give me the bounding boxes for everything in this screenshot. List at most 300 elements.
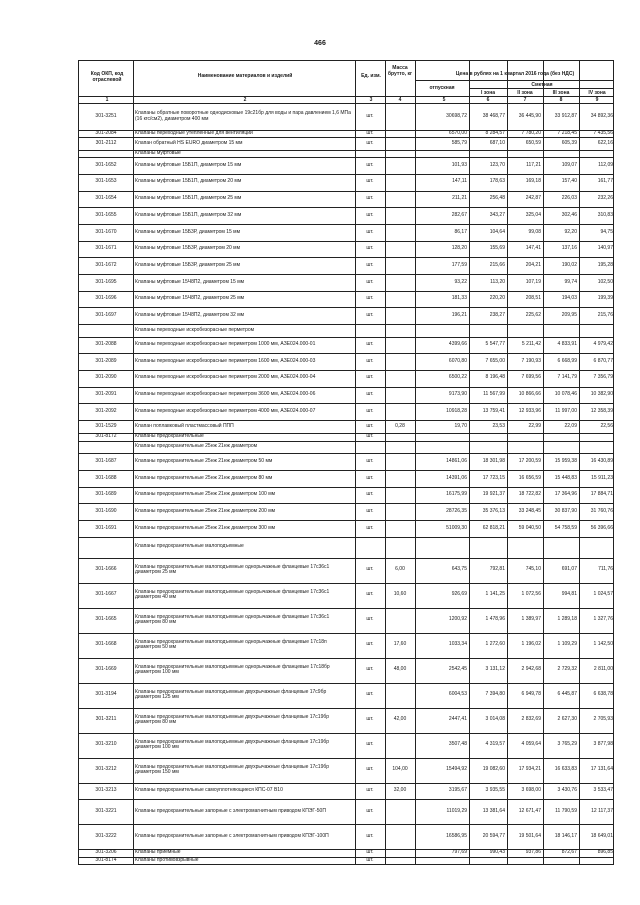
mass (387, 520, 413, 537)
price-zone-4: 17 884,71 (590, 491, 613, 498)
price-zone-4 (581, 537, 615, 558)
table-row (79, 403, 615, 420)
table-row (79, 174, 615, 191)
mass (387, 157, 413, 174)
price-zone-1: 123,70 (489, 161, 505, 168)
price-zone-3: 3 430,76 (557, 787, 577, 794)
item-name: Клапан поплавковый пластмассовый ППП (135, 422, 234, 429)
price-wholesale: 643,75 (451, 566, 467, 573)
price-zone-4: 7 356,79 (593, 374, 613, 381)
price-zone-1: 17 723,15 (482, 474, 505, 481)
mass (387, 857, 413, 864)
item-name: Клапаны предохранительные малоподъемные (135, 543, 244, 550)
price-zone-1: 990,43 (489, 849, 505, 856)
item-name: Клапаны предохранительные 25нж 21нж диаметром 200 мм (135, 507, 276, 514)
item-name: Клапаны муфтовые 15Б1П, диаметром 25 мм (135, 195, 242, 202)
price-zone-1: 687,10 (489, 139, 505, 146)
price-zone-1: 8 196,48 (485, 374, 505, 381)
price-zone-3: 2 729,32 (557, 666, 577, 673)
unit: шт. (366, 433, 374, 440)
price-zone-4: 7 435,56 (593, 130, 613, 136)
price-zone-1: 7 655,00 (485, 357, 505, 364)
okp-code: 301-3194 (95, 691, 117, 698)
table-row (79, 257, 615, 274)
price-wholesale: 3195,67 (448, 787, 467, 794)
price-zone-2: 204,21 (525, 261, 541, 268)
table-row (79, 824, 615, 849)
item-name: Клапаны муфтовые 15Б1П, диаметром 15 мм (135, 161, 242, 168)
price-zone-2: 1 389,97 (521, 616, 541, 623)
price-wholesale: 14861,06 (446, 457, 467, 464)
item-name: Клапаны предохранительные малоподъемные двухрычажные фланцевые 17с9бр диаметром 125 мм (135, 688, 327, 701)
price-wholesale: 15494,92 (446, 766, 467, 773)
price-zone-4: 1 024,57 (593, 591, 613, 598)
col-num-8: 8 (559, 97, 563, 103)
table-row (79, 470, 615, 487)
price-zone-1: 3 131,12 (485, 666, 505, 673)
price-zone-2: 1 196,02 (521, 641, 541, 648)
item-name: Клапаны переходные искробезорасные периметром 4000 мм, АЗЕ024.000-07 (135, 407, 316, 414)
price-wholesale: 585,79 (451, 139, 467, 146)
item-name: Клапаны предохранительные малоподъемные однорычажные фланцевые 17с18п диаметром 50 мм (135, 638, 327, 651)
price-wholesale: 4399,66 (448, 341, 467, 348)
price-zone-4: 12 117,37 (591, 808, 613, 815)
price-zone-1: 1 478,96 (485, 616, 505, 623)
price-zone-4: 94,75 (600, 228, 613, 235)
price-zone-3: 22,09 (564, 422, 577, 429)
price-zone-4: 6 638,78 (593, 691, 613, 698)
price-zone-1: 220,20 (489, 295, 505, 302)
mass (387, 150, 413, 157)
item-name: Клапаны муфтовые 15Б3Р, диаметром 15 мм (135, 228, 241, 235)
price-wholesale: 51009,30 (446, 524, 467, 531)
okp-code: 301-2084 (95, 130, 117, 136)
price-wholesale: 926,69 (451, 591, 467, 598)
mass (387, 337, 413, 354)
mass (387, 849, 413, 856)
mass (387, 291, 413, 308)
unit: шт. (366, 591, 374, 598)
item-name: Клапаны предохранительные самоуплотняющиеся КПС-07 В10 (135, 787, 283, 794)
mass (387, 137, 413, 150)
price-zone-4: 18 649,01 (590, 833, 613, 840)
unit: шт. (366, 195, 374, 202)
price-zone-4 (581, 324, 615, 337)
table-row (79, 157, 615, 174)
price-zone-2: 2 832,69 (521, 716, 541, 723)
table-row (79, 224, 615, 241)
price-zone-3 (545, 324, 579, 337)
mass (387, 683, 413, 708)
item-name: Клапаны муфтовые 15Б1П, диаметром 20 мм (135, 178, 242, 185)
price-zone-3: 157,40 (561, 178, 577, 185)
table-row (79, 783, 615, 800)
mass (387, 453, 413, 470)
item-name: Клапаны муфтовые 15Б3Р, диаметром 25 мм (135, 261, 241, 268)
price-zone-1: 4 319,57 (485, 741, 505, 748)
price-zone-4: 6 870,77 (593, 357, 613, 364)
price-zone-3: 11 790,59 (555, 808, 577, 815)
okp-code: 301-1695 (95, 278, 117, 285)
okp-code: 301-2092 (95, 407, 117, 414)
okp-code: 301-3251 (95, 112, 117, 119)
unit: шт. (366, 357, 374, 364)
price-zone-3: 1 289,18 (557, 616, 577, 623)
price-wholesale: 6004,53 (448, 691, 467, 698)
table-row (79, 207, 615, 224)
unit: шт. (366, 311, 374, 318)
mass (387, 608, 413, 633)
mass (387, 257, 413, 274)
price-zone-4: 2 705,93 (593, 716, 613, 723)
price-zone-4: 140,97 (597, 245, 613, 252)
unit: шт. (366, 457, 374, 464)
price-zone-1: 35 376,13 (482, 507, 505, 514)
mass: 32,00 (393, 787, 407, 794)
price-zone-2: 12 671,47 (518, 808, 541, 815)
okp-code: 301-1689 (95, 491, 117, 498)
okp-code: 301-2088 (95, 341, 117, 348)
price-zone-3: 6 668,99 (557, 357, 577, 364)
okp-code: 301-1652 (95, 161, 117, 168)
price-zone-1 (471, 441, 507, 454)
price-zone-4: 102,50 (597, 278, 613, 285)
price-zone-4: 16 430,89 (590, 457, 613, 464)
unit: шт. (366, 422, 374, 429)
unit: шт. (366, 295, 374, 302)
price-wholesale: 10918,28 (446, 407, 467, 414)
price-zone-3: 691,07 (561, 566, 577, 573)
table-row (79, 274, 615, 291)
unit: шт. (366, 833, 374, 840)
price-wholesale: 14391,06 (446, 474, 467, 481)
table-row (79, 558, 615, 583)
price-zone-4: 896,85 (597, 849, 613, 856)
price-zone-2: 10 866,66 (518, 391, 541, 398)
unit: шт. (366, 856, 374, 863)
header-zone-1: I зона (481, 90, 495, 96)
price-zone-1: 178,63 (489, 178, 505, 185)
price-wholesale: 16175,99 (446, 491, 467, 498)
price-zone-1: 238,27 (489, 311, 505, 318)
table-row (79, 370, 615, 387)
header-mass: Масса брутто, кг (387, 65, 413, 77)
unit: шт. (366, 787, 374, 794)
price-zone-2: 242,87 (525, 195, 541, 202)
table-row (79, 137, 615, 150)
mass (387, 470, 413, 487)
table-row (79, 337, 615, 354)
price-zone-2: 22,99 (528, 422, 541, 429)
table-row (79, 387, 615, 404)
unit: шт. (366, 112, 374, 119)
table-row (79, 441, 615, 454)
okp-code: 301-3213 (95, 787, 117, 794)
price-zone-4: 10 382,90 (590, 391, 613, 398)
col-num-1: 1 (105, 97, 109, 103)
okp-code: 301-1691 (95, 524, 117, 531)
item-name: Клапаны предохранительные малоподъемные двухрычажные фланцевые 17с19бр диаметром 80 мм (135, 713, 330, 726)
okp-code: 301-1655 (95, 211, 117, 218)
unit: шт. (366, 566, 374, 573)
okp-code: 301-2090 (95, 374, 117, 381)
okp-code: 301-1529 (95, 422, 117, 429)
table-row (79, 130, 615, 137)
price-zone-1: 3 014,08 (485, 716, 505, 723)
okp-code (81, 537, 131, 558)
okp-code: 301-3222 (95, 833, 117, 840)
unit: шт. (366, 849, 374, 856)
table-row (79, 733, 615, 758)
price-zone-2 (509, 857, 543, 864)
price-wholesale (417, 433, 469, 440)
price-zone-1: 20 594,77 (482, 833, 505, 840)
unit: шт. (366, 211, 374, 218)
price-zone-1: 7 394,80 (485, 691, 505, 698)
item-name: Клапаны предохранительные запорные с электромагнитным приводом КПЭГ-100П (135, 833, 329, 840)
price-zone-3: 99,74 (564, 278, 577, 285)
okp-code: 301-2091 (95, 391, 117, 398)
price-zone-4: 161,77 (597, 178, 613, 185)
mass (387, 191, 413, 208)
price-zone-2: 225,62 (525, 311, 541, 318)
table-row (79, 758, 615, 783)
price-zone-3: 226,03 (561, 195, 577, 202)
price-zone-3 (545, 857, 579, 864)
mass (387, 799, 413, 824)
price-zone-4: 622,16 (597, 139, 613, 146)
table-row (79, 420, 615, 434)
price-zone-2: 12 933,96 (518, 407, 541, 414)
okp-code: 301-1670 (95, 228, 117, 235)
price-zone-3: 302,46 (561, 211, 577, 218)
price-zone-3: 109,07 (561, 161, 577, 168)
page-number: 466 (314, 40, 326, 47)
okp-code: 301-2089 (95, 357, 117, 364)
okp-code (81, 324, 131, 337)
price-zone-1: 1 141,25 (485, 591, 505, 598)
price-zone-1 (471, 857, 507, 864)
unit: шт. (366, 491, 374, 498)
price-zone-4: 4 979,42 (593, 341, 613, 348)
table-row (79, 324, 615, 337)
table-row (79, 353, 615, 370)
item-name: Клапаны муфтовые 15Б3Р, диаметром 20 мм (135, 245, 241, 252)
price-zone-4: 2 811,00 (593, 666, 613, 673)
table-row (79, 583, 615, 608)
price-zone-4: 711,76 (598, 566, 613, 573)
price-zone-3 (545, 537, 579, 558)
price-wholesale: 147,11 (452, 178, 467, 185)
price-wholesale (417, 441, 469, 454)
price-zone-3 (545, 433, 579, 440)
unit: шт. (366, 507, 374, 514)
unit (357, 537, 383, 558)
mass (387, 307, 413, 324)
unit: шт. (366, 228, 374, 235)
price-zone-1: 11 567,99 (483, 391, 505, 398)
mass: 6,00 (395, 566, 405, 573)
price-zone-2: 7 699,56 (521, 374, 541, 381)
okp-code: 301-1688 (95, 474, 117, 481)
price-zone-1: 215,66 (489, 261, 505, 268)
price-zone-4: 3 877,98 (593, 741, 613, 748)
table-row (79, 658, 615, 683)
okp-code: 301-1690 (95, 507, 117, 514)
item-name: Клапаны приемные (135, 849, 181, 856)
okp-code: 301-1665 (95, 616, 117, 623)
price-zone-3: 11 997,00 (555, 407, 577, 414)
price-zone-2: 147,41 (525, 245, 541, 252)
item-name: Клапаны переходные искробезорасные периметром 2000 мм, АЗЕ024.000-04 (135, 374, 316, 381)
price-zone-2: 208,51 (525, 295, 541, 302)
mass (387, 441, 413, 454)
table-row (79, 103, 615, 130)
price-zone-1: 19 921,37 (482, 491, 505, 498)
unit: шт. (366, 616, 374, 623)
okp-code: 301-3212 (95, 766, 117, 773)
price-zone-4: 12 358,39 (590, 407, 613, 414)
okp-code: 301-3210 (95, 741, 117, 748)
item-name: Клапаны предохранительные 25нж 21нж диаметром 80 мм (135, 474, 273, 481)
header-code: Код ОКП, код отраслевой (90, 71, 124, 83)
price-zone-2: 17 200,59 (518, 457, 541, 464)
header-name: Наименование материалов и изделий (197, 73, 293, 79)
col-num-3: 3 (369, 97, 373, 103)
price-zone-4: 15 911,23 (591, 474, 613, 481)
item-name: Клапаны муфтовые 15Б1П, диаметром 32 мм (135, 211, 242, 218)
mass (387, 224, 413, 241)
item-name: Клапаны предохранительные малоподъемные двухрычажные фланцевые 17с19бр диаметром 100 мм (135, 738, 330, 751)
price-zone-2: 7 190,93 (521, 357, 541, 364)
unit: шт. (366, 130, 374, 136)
okp-code: 301-3206 (95, 849, 117, 856)
price-wholesale: 16586,95 (446, 833, 467, 840)
price-zone-3: 6 445,87 (557, 691, 577, 698)
price-zone-3: 209,95 (561, 311, 577, 318)
price-zone-4 (581, 857, 615, 864)
price-zone-1 (471, 433, 507, 440)
item-name: Клапаны предохранительные 25нж 21нж диаметром 100 мм (135, 491, 276, 498)
price-wholesale: 9173,90 (448, 391, 467, 398)
okp-code: 301-1696 (95, 295, 117, 302)
okp-code: 301-1666 (95, 566, 117, 573)
price-wholesale: 30698,72 (446, 112, 467, 119)
price-zone-2 (509, 537, 543, 558)
unit: шт. (366, 139, 374, 146)
header-zone-4: IV зона (588, 90, 606, 96)
table-row (79, 608, 615, 633)
price-zone-4: 22,56 (600, 422, 613, 429)
price-wholesale: 196,21 (451, 311, 467, 318)
price-wholesale: 1033,34 (448, 641, 467, 648)
price-wholesale: 181,33 (451, 295, 467, 302)
price-zone-2 (509, 324, 543, 337)
price-zone-1: 18 301,98 (482, 457, 505, 464)
price-zone-4: 1 142,50 (593, 641, 613, 648)
item-name: Клапаны предохранительные малоподъемные однорычажные фланцевые 17с36с1 диаметром 25 мм (135, 563, 330, 575)
price-wholesale: 11019,29 (446, 808, 467, 815)
price-zone-3 (545, 441, 579, 454)
unit: шт. (366, 245, 374, 252)
price-zone-3: 10 078,46 (554, 391, 577, 398)
header-wholesale: отпускная (429, 85, 455, 91)
price-zone-2: 19 501,64 (518, 833, 541, 840)
unit: шт. (366, 641, 374, 648)
price-zone-3: 17 364,96 (554, 491, 577, 498)
price-zone-1: 104,64 (489, 228, 505, 235)
price-zone-3: 15 448,83 (554, 474, 577, 481)
header-price-group: Цена в рублях на 1 квартал 2016 года (без НДС) (455, 71, 575, 77)
table-row (79, 708, 615, 733)
item-name: Клапаны переходные искробезорасные периметром 1000 мм, АЗЕ024.000-01 (135, 341, 316, 348)
price-zone-1 (471, 150, 507, 157)
item-name: Клапаны муфтовые (135, 149, 181, 156)
price-zone-2: 5 211,42 (521, 341, 541, 348)
price-zone-2 (509, 441, 543, 454)
price-zone-2: 99,08 (528, 228, 541, 235)
price-zone-1: 113,20 (490, 278, 505, 285)
price-zone-1: 256,48 (489, 195, 505, 202)
price-zone-4: 31 760,76 (590, 507, 613, 514)
item-name: Клапан обратный HS EURO диаметром 15 мм (135, 139, 243, 146)
mass (387, 353, 413, 370)
price-zone-1 (471, 537, 507, 558)
price-zone-2: 36 445,90 (518, 112, 541, 119)
price-zone-2: 33 248,45 (518, 507, 541, 514)
price-zone-2: 59 040,50 (518, 524, 541, 531)
mass: 17,60 (393, 641, 407, 648)
price-zone-1: 5 547,77 (485, 341, 505, 348)
price-zone-3: 194,03 (561, 295, 577, 302)
col-num-6: 6 (486, 97, 490, 103)
price-zone-3: 30 837,90 (554, 507, 577, 514)
price-zone-2: 169,18 (525, 178, 541, 185)
table-row (79, 453, 615, 470)
item-name: Клапаны муфтовые 15Ч8П2, диаметром 15 мм (135, 278, 245, 285)
price-zone-4: 3 533,47 (593, 787, 613, 794)
unit: шт. (366, 278, 374, 285)
price-wholesale (417, 150, 469, 157)
price-wholesale: 211,21 (452, 195, 467, 202)
unit: шт. (366, 178, 374, 185)
price-zone-4: 34 892,36 (590, 112, 613, 119)
price-zone-3: 1 109,29 (557, 641, 577, 648)
price-zone-4: 112,09 (598, 161, 613, 168)
price-zone-1: 38 468,77 (482, 112, 505, 119)
unit: шт. (366, 474, 374, 481)
item-name: Клапаны предохранительные 25нж 21нж диаметром (135, 443, 258, 450)
price-zone-2: 937,86 (525, 849, 541, 856)
okp-code: 301-1667 (95, 591, 117, 598)
price-zone-4: 56 396,66 (590, 524, 613, 531)
item-name: Клапаны предохранительные 25нж 21нж диаметром 300 мм (135, 524, 276, 531)
price-zone-2 (509, 433, 543, 440)
price-wholesale: 6070,80 (448, 357, 467, 364)
item-name: Клапаны переходные искробезорасные перметром (135, 326, 255, 333)
header-estimate: Сметная (531, 82, 553, 88)
table-row (79, 537, 615, 558)
table-row (79, 857, 615, 864)
unit: шт. (366, 716, 374, 723)
price-zone-3: 16 633,83 (554, 766, 577, 773)
mass (387, 324, 413, 337)
okp-code: 301-1672 (95, 261, 117, 268)
mass (387, 824, 413, 849)
price-wholesale: 282,67 (451, 211, 467, 218)
item-name: Клапаны предохранительные малоподъемные двухрычажные фланцевые 17с19бр диаметром 150 мм (135, 763, 330, 776)
col-num-5: 5 (442, 97, 446, 103)
